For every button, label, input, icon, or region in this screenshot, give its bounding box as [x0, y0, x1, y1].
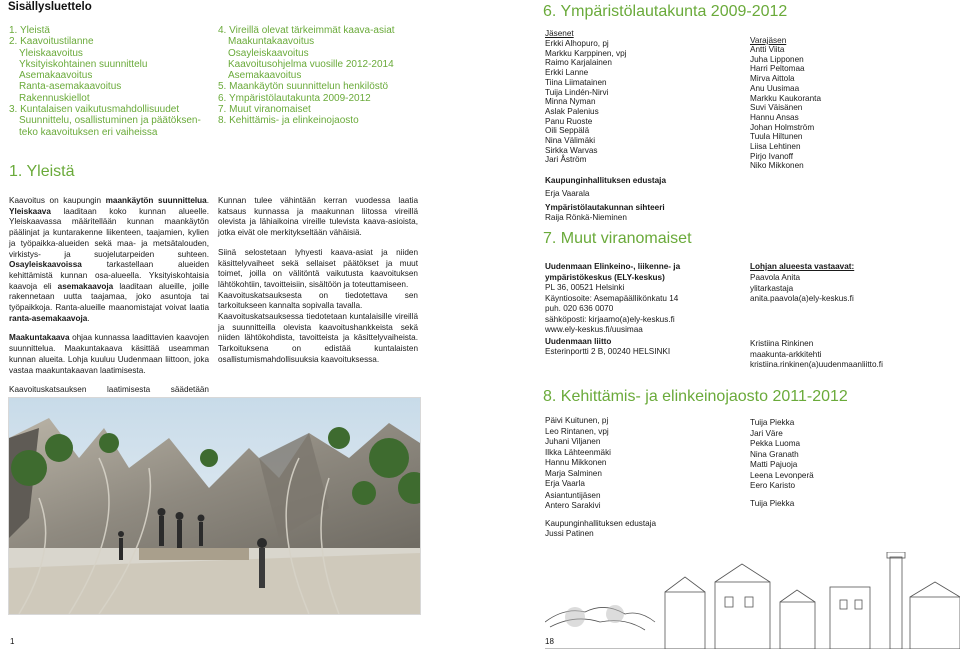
- section-member-name: Päivi Kuitunen, pj: [545, 416, 609, 425]
- members-label: Jäsenet: [545, 29, 574, 38]
- section-deputy-name: Pekka Luoma: [750, 439, 801, 448]
- board-secretary-name: Raija Rönkä-Nieminen: [545, 213, 627, 222]
- toc-item[interactable]: 3. Kuntalaisen vaikutusmahdollisuudet: [9, 104, 180, 116]
- toc-item[interactable]: Maakuntakaavoitus: [228, 36, 315, 48]
- deputies-list: [750, 45, 821, 171]
- lohja-line: Paavola Anita: [750, 273, 801, 282]
- member-name: Tuija Lindén-Nirvi: [545, 87, 609, 97]
- section-member-name: Leo Rintanen, vpj: [545, 426, 609, 436]
- toc-item[interactable]: 1. Yleistä: [9, 25, 50, 36]
- toc-item[interactable]: Yksityiskohtainen suunnittelu: [19, 58, 148, 70]
- intro-column-2: [218, 196, 418, 375]
- ely-line: PL 36, 00521 Helsinki: [545, 283, 625, 292]
- building-sketch: [545, 552, 960, 649]
- lohja-line: anita.paavola(a)ely-keskus.fi: [750, 294, 854, 303]
- paragraph-yleiskaava: Kaavoitus on kaupungin maankäytön suunnittelua. Yleiskaava laaditaan koko kunnan alueelle. Yleiskaavassa määritellään kunnan maankäytön päälinjat ja kuntarakenne liikenteen, taajamien, kylien ja työpaikka-alueiden sekä maa- ja metsätalouden, virkistys- ja suojelutarpeiden suhteen. Osayleiskaavoissa tarkastellaan alueiden kehittämistä kunnan osa-alueella. Yksityiskohtaisia kaavoja eli asemakaavoja laaditaan alueille, joille rakennetaan uutta taajamaa, joko asuntoja tai työpaikkoja. Ranta-alueille maanomistajat voivat laatia ranta-asemakaavoja.: [9, 196, 209, 323]
- section-member-name: Marja Salminen: [545, 468, 602, 478]
- deputy-name: Markku Kaukoranta: [750, 93, 821, 103]
- council-rep-label: Kaupunginhallituksen edustaja: [545, 176, 667, 185]
- deputy-name: Pirjo Ivanoff: [750, 151, 794, 161]
- toc-item[interactable]: Asemakaavoitus: [228, 70, 302, 82]
- section-deputy-name: Matti Pajuoja: [750, 460, 798, 469]
- section-member-name: Juhani Viljanen: [545, 437, 601, 446]
- paragraph-review-2: Siinä selostetaan lyhyesti kaava-asiat ja niiden käsittelyvaiheet sekä sellaiset päätökset ja muut toimet, joilla on välitöntä vaikutusta kaavoituksen lähtökohtiin, tavoitteisiin, sisältöön ja toteuttamiseen.: [218, 247, 418, 289]
- regional-council-title: Uudenmaan liitto: [545, 337, 612, 346]
- board-secretary-label: Ympäristölautakunnan sihteeri: [545, 203, 665, 212]
- toc-item[interactable]: Suunnittelu, osallistuminen ja päätöksen-: [19, 115, 201, 127]
- member-name: Erkki Lanne: [545, 68, 589, 78]
- council-rep-label-2: Kaupunginhallituksen edustaja: [545, 519, 657, 528]
- section-deputy-name: Nina Granath: [750, 449, 799, 459]
- ely-line: www.ely-keskus.fi/uusimaa: [545, 325, 643, 334]
- section-deputy-name: Leena Levonperä: [750, 470, 814, 480]
- toc-item[interactable]: 6. Ympäristölautakunta 2009-2012: [218, 92, 371, 104]
- deputy-name: Niko Mikkonen: [750, 161, 804, 171]
- ely-contact: [545, 283, 678, 336]
- intro-column-1: [9, 196, 209, 416]
- section-member-name: Hannu Mikkonen: [545, 458, 607, 467]
- member-name: Oili Seppälä: [545, 126, 590, 136]
- ely-line: sähköposti: kirjaamo(a)ely-keskus.fi: [545, 314, 675, 324]
- toc-title: Sisällysluettelo: [8, 1, 92, 13]
- lohja-area-label: Lohjan alueesta vastaavat:: [750, 262, 855, 271]
- member-name: Sirkka Warvas: [545, 145, 598, 155]
- council-rep-name: Erja Vaarala: [545, 189, 590, 198]
- member-name: Aslak Palenius: [545, 106, 599, 116]
- lohja-area-contact: [750, 273, 854, 305]
- deputy-name: Antti Viita: [750, 45, 785, 54]
- architect-line: maakunta-arkkitehti: [750, 349, 822, 359]
- paragraph-review-3: Kaavoituskatsauksesta on tiedotettava sen tarkoitukseen kannalta sopivalla tavalla.: [218, 290, 418, 311]
- page-number-right: 18: [545, 637, 554, 646]
- heading-other-authorities: 7. Muut viranomaiset: [543, 230, 692, 247]
- member-name: Minna Nyman: [545, 97, 596, 107]
- deputy-name: Liisa Lehtinen: [750, 142, 801, 152]
- member-name: Erkki Alhopuro, pj: [545, 39, 609, 48]
- member-name: Jari Åström: [545, 155, 587, 165]
- member-name: Markku Karppinen, vpj: [545, 48, 627, 58]
- section-deputy-name: Eero Karisto: [750, 481, 796, 490]
- paragraph-review-1: Kunnan tulee vähintään kerran vuodessa laatia katsaus kunnassa ja maakunnan liitossa vireillä olevista ja lähiaikoina vireille tulevista kaava-asioista, jotka eivät ole merkitykseltään vähäisiä.: [218, 196, 418, 238]
- lohja-line: ylitarkastaja: [750, 283, 794, 293]
- deputy-name: Juha Lipponen: [750, 54, 804, 64]
- town-sketch-image: [545, 552, 960, 649]
- section-member-name: Erja Vaarla: [545, 479, 585, 488]
- toc-item[interactable]: 7. Muut viranomaiset: [218, 104, 311, 116]
- expert-member-name: Antero Sarakivi: [545, 501, 601, 510]
- paragraph-law: Kaavoituskatsauksen laatimisesta säädetään: [9, 385, 209, 395]
- toc-column-1: [9, 25, 201, 138]
- toc-column-2: [218, 25, 395, 127]
- heading-environment-board: 6. Ympäristölautakunta 2009-2012: [543, 3, 788, 20]
- section-deputy-name: Tuija Piekka: [750, 418, 795, 427]
- regional-council-address: Esterinportti 2 B, 00240 HELSINKI: [545, 347, 671, 356]
- ely-line: puh. 020 636 0070: [545, 304, 614, 313]
- architect-line: Kristiina Rinkinen: [750, 339, 814, 348]
- section-member-name: Ilkka Lähteenmäki: [545, 447, 611, 457]
- deputy-name: Tuula Hiltunen: [750, 132, 803, 142]
- deputy-name: Hannu Ansas: [750, 112, 799, 122]
- landscape-illustration: [8, 397, 421, 615]
- member-name: Tiina Liimatainen: [545, 77, 607, 87]
- heading-development-section: 8. Kehittämis- ja elinkeinojaosto 2011-2012: [543, 388, 848, 405]
- ely-line: Käyntiosoite: Asemapäällikönkatu 14: [545, 293, 679, 303]
- toc-item[interactable]: 2. Kaavoitustilanne: [9, 36, 94, 48]
- paragraph-review-4: Kaavoituskatsauksessa tiedotetaan kuntalaisille vireillä ja suunnitteilla olevista kaavoitushankkeista sekä niiden lähtökohdista, tavoitteista ja käsittelyvaiheista. Tarkoituksena on edistää kuntalaisten osallistumismahdollisuuksia kaavoituksessa.: [218, 312, 418, 364]
- section-heading-general: 1. Yleistä: [9, 163, 75, 180]
- toc-item[interactable]: Asemakaavoitus: [19, 70, 93, 82]
- toc-item[interactable]: 8. Kehittämis- ja elinkeinojaosto: [218, 115, 359, 127]
- council-rep-name-2: Jussi Patinen: [545, 529, 594, 538]
- toc-item[interactable]: 5. Maankäytön suunnittelun henkilöstö: [218, 81, 389, 93]
- ely-title: Uudenmaan Elinkeino-, liikenne- ja ympäristökeskus (ELY-keskus): [545, 262, 681, 282]
- member-name: Panu Ruoste: [545, 116, 593, 126]
- toc-item[interactable]: Rakennuskiellot: [19, 92, 90, 104]
- deputy-name: Johan Holmström: [750, 122, 815, 132]
- toc-item[interactable]: Yleiskaavoitus: [19, 47, 83, 59]
- deputy-name: Suvi Väisänen: [750, 103, 803, 113]
- deputy-name: Anu Uusimaa: [750, 83, 800, 93]
- deputies-label: Varajäsen: [750, 36, 787, 45]
- toc-item[interactable]: Osayleiskaavoitus: [228, 47, 309, 59]
- deputy-name: Harri Peltomaa: [750, 64, 805, 74]
- toc-item[interactable]: Ranta-asemakaavoitus: [19, 81, 122, 93]
- section-members-list: [545, 416, 611, 490]
- member-name: Raimo Karjalainen: [545, 58, 612, 68]
- section-deputy-name: Jari Väre: [750, 428, 783, 438]
- expert-member-deputy: Tuija Piekka: [750, 499, 795, 508]
- paragraph-maakuntakaava: Maakuntakaava ohjaa kunnassa laadittavien kaavojen suunnittelua. Maakuntakaava käsittää useamman kunnan alueita. Lohja kuuluu Uudenmaan liittoon, joka vastaa maakuntakaavan laatimisesta.: [9, 333, 209, 375]
- toc-item[interactable]: 4. Vireillä olevat tärkeimmät kaava-asiat: [218, 25, 395, 36]
- rock-park-image: [9, 398, 420, 614]
- toc-item[interactable]: teko kaavoituksen eri vaiheissa: [19, 126, 158, 138]
- members-list: [545, 39, 626, 165]
- member-name: Nina Välimäki: [545, 136, 596, 146]
- regional-architect-contact: [750, 339, 883, 371]
- deputy-name: Mirva Aittola: [750, 74, 795, 84]
- section-deputies-list: [750, 418, 814, 492]
- toc-item[interactable]: Kaavoitusohjelma vuosille 2012-2014: [228, 58, 394, 70]
- page-number-left: 1: [10, 637, 15, 646]
- architect-line: kristiina.rinkinen(a)uudenmaanliitto.fi: [750, 360, 883, 369]
- expert-member-label: Asiantuntijäsen: [545, 491, 601, 500]
